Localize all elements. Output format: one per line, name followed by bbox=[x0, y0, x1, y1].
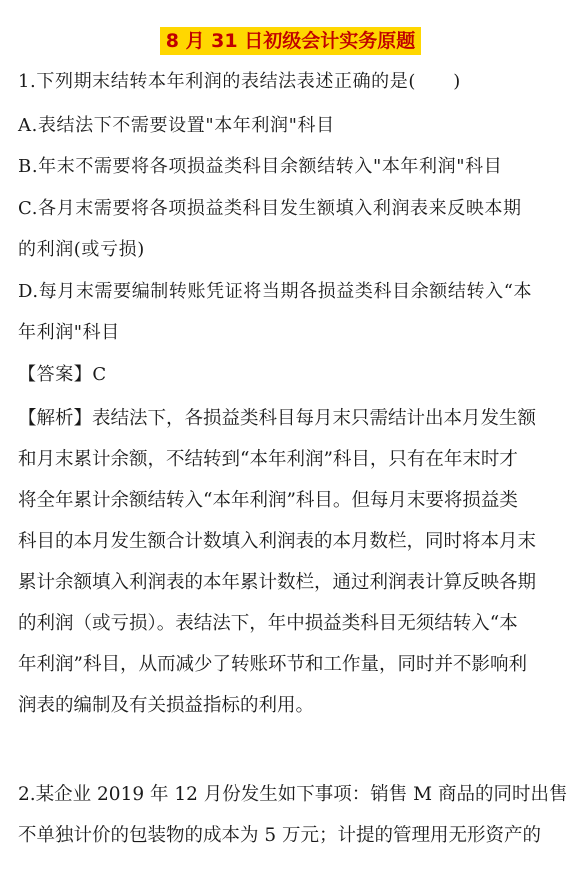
question-1-option-a: A.表结法下不需要设置"本年利润"科目 bbox=[18, 115, 335, 136]
question-1-option-b: B.年末不需要将各项损益类科目余额结转入"本年利润"科目 bbox=[18, 156, 503, 177]
question-2-line: 不单独计价的包装物的成本为 5 万元；计提的管理用无形资产的 bbox=[18, 825, 542, 846]
analysis-line: 将全年累计余额结转入“本年利润”科目。但每月末要将损益类 bbox=[18, 490, 518, 511]
analysis-line: 和月末累计余额，不结转到“本年利润”科目，只有在年末时才 bbox=[18, 449, 518, 470]
analysis-line: 年利润”科目，从而减少了转账环节和工作量，同时并不影响利 bbox=[18, 654, 527, 675]
question-2-line: 2.某企业 2019 年 12 月份发生如下事项：销售 M 商品的同时出售 bbox=[18, 784, 568, 805]
question-1-option-c-line-2: 的利润(或亏损) bbox=[18, 239, 145, 260]
analysis-line: 【解析】表结法下，各损益类科目每月末只需结计出本月发生额 bbox=[18, 408, 537, 429]
question-1-option-c-line-1: C.各月末需要将各项损益类科目发生额填入利润表来反映本期 bbox=[18, 198, 522, 219]
question-1-option-d-line-1: D.每月末需要编制转账凭证将当期各损益类科目余额结转入“本 bbox=[18, 281, 533, 302]
page-title: 8 月 31 日初级会计实务原题 bbox=[160, 27, 422, 55]
analysis-line: 润表的编制及有关损益指标的利用。 bbox=[18, 695, 315, 716]
question-1-option-d-line-2: 年利润"科目 bbox=[18, 322, 120, 343]
question-1-analysis bbox=[18, 398, 566, 726]
title-banner bbox=[0, 27, 581, 55]
analysis-line: 的利润（或亏损）。表结法下，年中损益类科目无须结转入“本 bbox=[18, 613, 518, 634]
question-1-stem: 1.下列期末结转本年利润的表结法表述正确的是( ) bbox=[18, 71, 461, 92]
question-1-answer: 【答案】C bbox=[18, 364, 107, 385]
analysis-line: 累计余额填入利润表的本年累计数栏，通过利润表计算反映各期 bbox=[18, 572, 537, 593]
question-2 bbox=[18, 774, 566, 856]
analysis-line: 科目的本月发生额合计数填入利润表的本月数栏，同时将本月末 bbox=[18, 531, 537, 552]
